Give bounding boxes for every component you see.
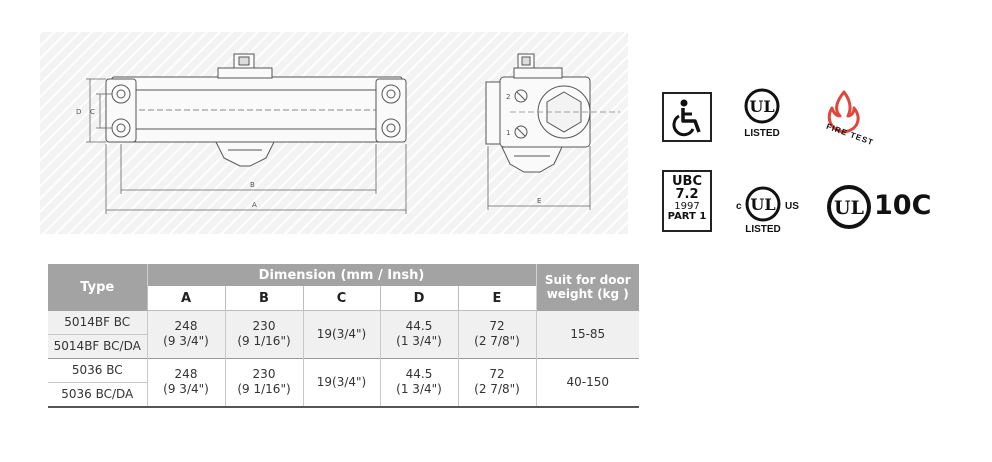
type-cell: 5036 BC/DA bbox=[48, 382, 147, 407]
cul-listed-caption: LISTED bbox=[745, 224, 781, 235]
type-cell: 5014BF BC/DA bbox=[48, 334, 147, 358]
ubc-line1: UBC bbox=[671, 174, 702, 189]
value-a: 248 (9 3/4") bbox=[147, 358, 225, 407]
value-c: 19(3/4") bbox=[303, 358, 380, 407]
header-suit: Suit for door weight (kg ) bbox=[536, 264, 639, 311]
valve-label-1: 1 bbox=[506, 129, 511, 137]
svg-text:UL: UL bbox=[834, 197, 864, 219]
value-c: 19(3/4") bbox=[303, 311, 380, 359]
value-d: 44.5 (1 3/4") bbox=[380, 358, 458, 407]
svg-text:UL: UL bbox=[749, 97, 775, 116]
dim-label-a: A bbox=[252, 201, 257, 209]
ul-10c-icon bbox=[826, 184, 872, 230]
column-e: E bbox=[458, 286, 536, 311]
suit-weight: 40-150 bbox=[536, 358, 639, 407]
svg-text:UL: UL bbox=[750, 195, 776, 214]
wheelchair-icon bbox=[662, 92, 712, 142]
value-b: 230 (9 1/16") bbox=[225, 311, 303, 359]
type-cell: 5014BF BC bbox=[48, 311, 147, 335]
dim-label-b: B bbox=[250, 181, 255, 189]
suit-weight: 15-85 bbox=[536, 311, 639, 359]
type-cell: 5036 BC bbox=[48, 358, 147, 382]
ubc-line3: 1997 bbox=[674, 201, 700, 212]
dim-label-e: E bbox=[537, 197, 542, 205]
value-a: 248 (9 3/4") bbox=[147, 311, 225, 359]
dim-label-c: C bbox=[90, 108, 95, 116]
column-a: A bbox=[147, 286, 225, 311]
value-d: 44.5 (1 3/4") bbox=[380, 311, 458, 359]
cul-suffix: US bbox=[785, 201, 799, 212]
table-row bbox=[48, 358, 639, 382]
value-e: 72 (2 7/8") bbox=[458, 311, 536, 359]
column-d: D bbox=[380, 286, 458, 311]
dim-label-d: D bbox=[76, 108, 82, 116]
ubc-badge bbox=[662, 170, 712, 232]
column-b: B bbox=[225, 286, 303, 311]
ul-listed-caption: LISTED bbox=[744, 128, 780, 139]
door-closer-drawing bbox=[40, 32, 628, 234]
header-dimension: Dimension (mm / Insh) bbox=[147, 264, 536, 286]
ubc-line4: PART 1 bbox=[667, 211, 707, 222]
value-e: 72 (2 7/8") bbox=[458, 358, 536, 407]
spec-table bbox=[48, 264, 639, 408]
value-b: 230 (9 1/16") bbox=[225, 358, 303, 407]
ubc-line2: 7.2 bbox=[675, 187, 699, 202]
header-type: Type bbox=[48, 264, 147, 311]
cul-listed-icon bbox=[745, 186, 781, 222]
fire-test-caption: FIRE TEST bbox=[825, 121, 875, 148]
cul-prefix: c bbox=[736, 201, 742, 212]
column-c: C bbox=[303, 286, 380, 311]
technical-drawing bbox=[40, 32, 628, 234]
ul-10c-label: 10C bbox=[874, 190, 932, 221]
valve-label-2: 2 bbox=[506, 93, 511, 101]
table-row bbox=[48, 311, 639, 335]
ul-listed-icon bbox=[744, 88, 780, 124]
